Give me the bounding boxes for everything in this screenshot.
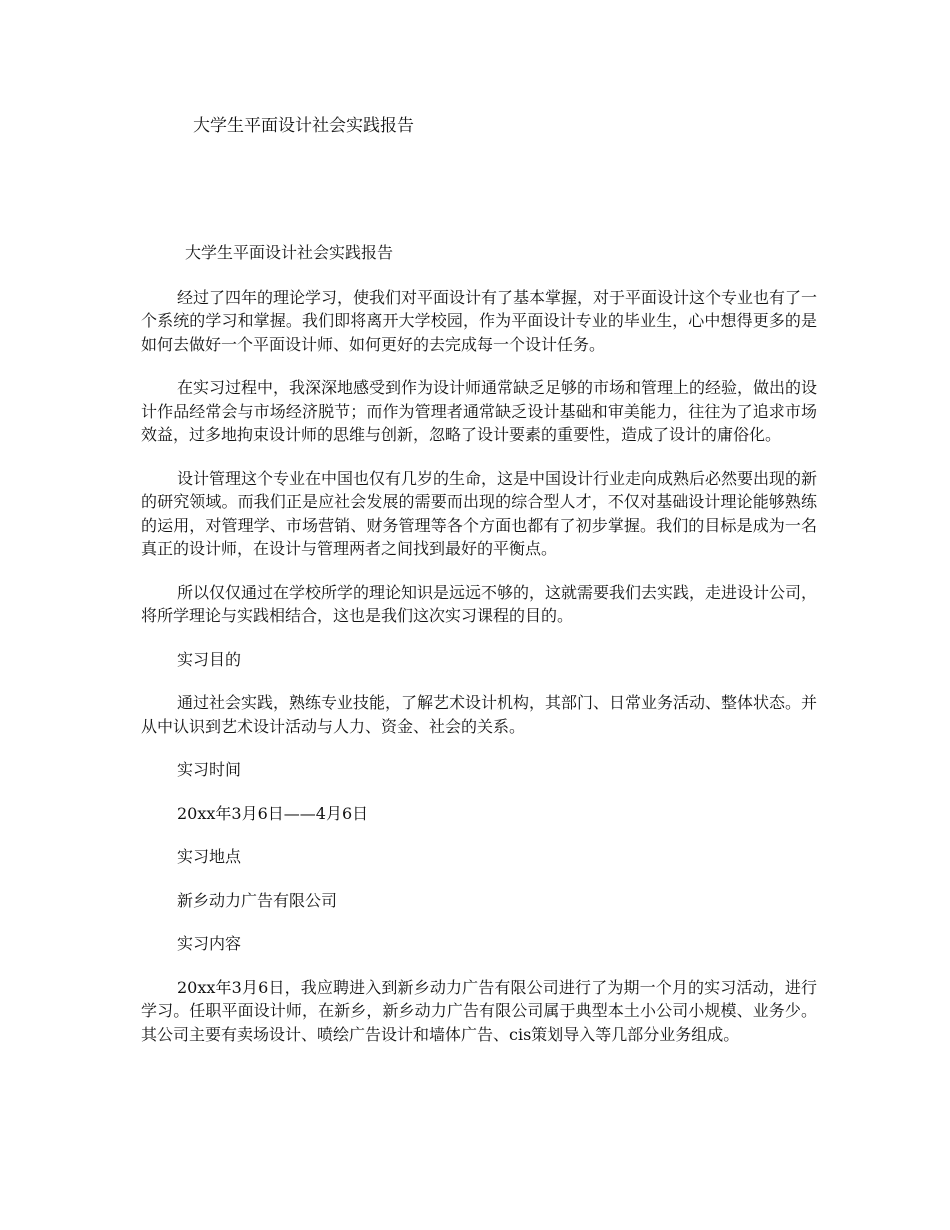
paragraph-time: 20xx年3月6日——4月6日 — [177, 803, 369, 823]
paragraph-practice: 所以仅仅通过在学校所学的理论知识是远远不够的，这就需要我们去实践，走进设计公司，将所学理论与实践相结合，这也是我们这次实习课程的目的。 — [141, 582, 818, 625]
header-title: 大学生平面设计社会实践报告 — [193, 116, 414, 136]
section-heading-location: 实习地点 — [177, 847, 242, 866]
section-heading-time: 实习时间 — [177, 760, 242, 779]
document-title: 大学生平面设计社会实践报告 — [185, 243, 394, 262]
section-heading-purpose: 实习目的 — [177, 649, 242, 669]
paragraph-location: 新乡动力广告有限公司 — [177, 890, 338, 910]
document-body — [141, 241, 817, 1066]
paragraph-purpose: 通过社会实践，熟练专业技能，了解艺术设计机构，其部门、日常业务活动、整体状态。并从中认识到艺术设计活动与人力、资金、社会的关系。 — [141, 693, 818, 736]
paragraph-design-management: 设计管理这个专业在中国也仅有几岁的生命，这是中国设计行业走向成熟后必然要出现的新的研究领域。而我们正是应社会发展的需要而出现的综合型人才，不仅对基础设计理论能够熟练的运用，对管理学、市场营销、财务管理等各个方面也都有了初步掌握。我们的目标是成为一名真正的设计师，在设计与管理两者之间找到最好的平衡点。 — [141, 468, 818, 558]
paragraph-content: 20xx年3月6日，我应聘进入到新乡动力广告有限公司进行了为期一个月的实习活动，进行学习。任职平面设计师，在新乡，新乡动力广告有限公司属于典型本土小公司小规模、业务少。其公司主要有卖场设计、喷绘广告设计和墙体广告、cis策划导入等几部分业务组成。 — [141, 977, 817, 1044]
section-heading-content: 实习内容 — [177, 934, 242, 953]
paragraph-experience: 在实习过程中，我深深地感受到作为设计师通常缺乏足够的市场和管理上的经验，做出的设计作品经常会与市场经济脱节；而作为管理者通常缺乏设计基础和审美能力，往往为了追求市场效益，过多地拘束设计师的思维与创新，忽略了设计要素的重要性，造成了设计的庸俗化。 — [141, 378, 818, 444]
paragraph-intro: 经过了四年的理论学习，使我们对平面设计有了基本掌握，对于平面设计这个专业也有了一个系统的学习和掌握。我们即将离开大学校园，作为平面设计专业的毕业生，心中想得更多的是如何去做好一个平面设计师、如何更好的去完成每一个设计任务。 — [141, 287, 818, 354]
